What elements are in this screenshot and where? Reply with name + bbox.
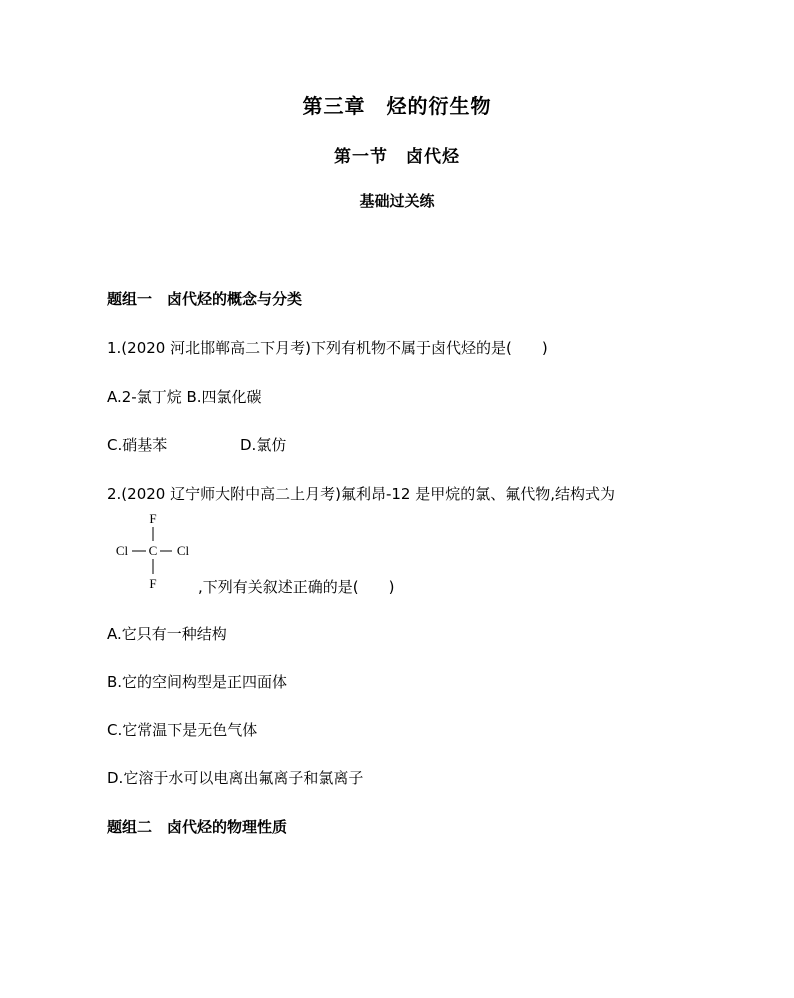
q2-stem: 2.(2020 辽宁师大附中高二上月考)氟利昂-12 是甲烷的氯、氟代物,结构式为 [107,485,615,503]
mol-right-atom: Cl [176,543,190,558]
mol-bottom-atom: F [149,576,157,591]
q2-suffix-text: ,下列有关叙述正确的是( [198,578,359,596]
q1-close-paren: ) [541,339,548,357]
chapter-title: 第三章 烃的衍生物 [302,94,492,118]
q2-option-b: B.它的空间构型是正四面体 [107,673,288,691]
section-title: 第一节 卤代烃 [334,147,460,167]
q2-stem-suffix [198,576,394,597]
q1-option-c: C.硝基苯 [107,436,168,454]
mol-center-atom: C [148,543,158,558]
q1-option-ab: A.2-氯丁烷 B.四氯化碳 [107,388,262,406]
q1-option-d: D.氯仿 [240,436,287,454]
q2-option-c: C.它常温下是无色气体 [107,721,258,739]
q2-close-paren: ) [388,578,395,596]
mol-top-atom: F [149,511,157,526]
exercise-subtitle: 基础过关练 [359,192,435,210]
q2-option-d: D.它溶于水可以电离出氟离子和氯离子 [107,769,364,787]
structural-formula [112,508,196,594]
group1-heading: 题组一 卤代烃的概念与分类 [107,290,303,308]
q1-stem [107,337,548,358]
q1-stem-text: 1.(2020 河北邯郸高二下月考)下列有机物不属于卤代烃的是( [107,339,512,357]
q2-option-a: A.它只有一种结构 [107,625,227,643]
mol-left-atom: Cl [115,543,129,558]
group2-heading: 题组二 卤代烃的物理性质 [107,818,288,836]
